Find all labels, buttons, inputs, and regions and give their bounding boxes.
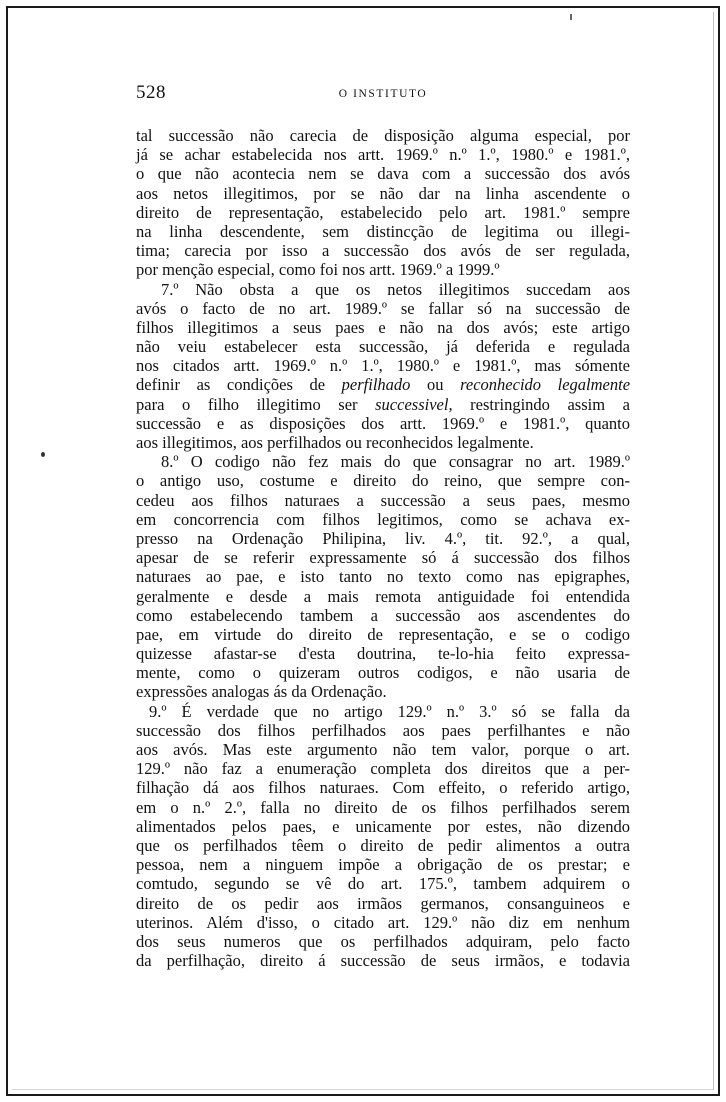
text-line: expressões analogas ás da Ordenação. bbox=[136, 682, 387, 702]
text-line: na linha descendente, sem distincção de legitima ou illegi- bbox=[136, 221, 630, 241]
text-line: não veiu estabelecer esta successão, já deferida e regulada bbox=[136, 337, 630, 357]
text-line: o que não acontecia nem se dava com a successão dos avós bbox=[136, 164, 630, 184]
text-line: 9.º É verdade que no artigo 129.º n.º 3.º só se falla da bbox=[149, 701, 630, 721]
text-line: alimentados pelos paes, e unicamente por estes, não dizendo bbox=[136, 816, 630, 836]
text-line: successão e as disposições dos artt. 1969.º e 1981.º, quanto bbox=[136, 413, 630, 433]
text-line: aos avós. Mas este argumento não tem valor, porque o art. bbox=[136, 740, 630, 759]
text-line: o antigo uso, costume e direito do reino, que sempre con- bbox=[136, 471, 630, 491]
text-line: já se achar estabelecida nos artt. 1969.º n.º 1.º, 1980.º e 1981.º, bbox=[136, 145, 630, 165]
text-line: successão dos filhos perfilhados aos paes perfilhantes e não bbox=[136, 720, 630, 740]
text-line: tima; carecia por isso a successão dos avós de ser regulada, bbox=[136, 241, 630, 261]
text-line: comtudo, segundo se vê do art. 175.º, tambem adquirem o bbox=[136, 874, 630, 894]
paragraph bbox=[136, 702, 630, 971]
text-line: como estabelecendo tambem a successão aos ascendentes do bbox=[136, 605, 630, 625]
text-line: que os perfilhados têem o direito de pedir alimentos a outra bbox=[136, 835, 630, 855]
text-line: mente, como o quizeram outros codigos, e não usaria de bbox=[136, 663, 630, 683]
body-text bbox=[136, 126, 630, 970]
text-line: pae, em virtude do direito de representação, e se o codigo bbox=[136, 624, 630, 644]
text-line: 129.º não faz a enumeração completa dos direitos que a per- bbox=[136, 759, 630, 779]
text-line: geralmente e desde a mais remota antiguidade foi entendida bbox=[136, 586, 630, 606]
text-line: 8.º O codigo não fez mais do que consagrar no art. 1989.º bbox=[161, 452, 630, 472]
paragraph bbox=[136, 280, 630, 453]
text-line: dos seus numeros que os perfilhados adquiram, pelo facto bbox=[136, 931, 630, 951]
text-line: para o filho illegitimo ser successivel, restringindo assim a bbox=[136, 394, 630, 414]
text-line: direito de representação, estabelecido pelo art. 1981.º sempre bbox=[136, 202, 630, 222]
text-line: por menção especial, como foi nos artt. 1969.º a 1999.º bbox=[136, 260, 500, 280]
text-line: aos netos illegitimos, por se não dar na linha ascendente o bbox=[136, 183, 630, 203]
text-line: aos illegitimos, aos perfilhados ou reconhecidos legalmente. bbox=[136, 433, 534, 452]
page-number: 528 bbox=[136, 82, 166, 103]
speck-mark bbox=[570, 14, 572, 20]
text-line: da perfilhação, direito á successão de seus irmãos, e todavia bbox=[136, 951, 630, 971]
text-line: cedeu aos filhos naturaes a successão a seus paes, mesmo bbox=[136, 490, 630, 510]
text-line: apesar de se referir expressamente só á successão dos filhos bbox=[136, 548, 630, 568]
text-line: presso na Ordenação Philipina, liv. 4.º, tit. 92.º, a qual, bbox=[136, 528, 630, 548]
running-title: O INSTITUTO bbox=[338, 88, 428, 100]
text-line: nos citados artt. 1969.º n.º 1.º, 1980.º e 1981.º, mas sómente bbox=[136, 356, 630, 376]
text-line: pessoa, nem a ninguem impõe a obrigação de os prestar; e bbox=[136, 855, 630, 875]
text-line: uterinos. Além d'isso, o citado art. 129.º não diz em nenhum bbox=[136, 912, 630, 932]
text-line: em concorrencia com filhos legitimos, como se achava ex- bbox=[136, 509, 630, 529]
text-line: em o n.º 2.º, falla no direito de os filhos perfilhados serem bbox=[136, 797, 630, 817]
paragraph bbox=[136, 126, 630, 280]
text-line: filhos illegitimos a seus paes e não na dos avós; este artigo bbox=[136, 317, 630, 337]
text-line: 7.º Não obsta a que os netos illegitimos succedam aos bbox=[161, 279, 630, 299]
text-line: filhação dá aos filhos naturaes. Com effeito, o referido artigo, bbox=[136, 778, 630, 798]
text-line: definir as condições de perfilhado ou reconhecido legalmente bbox=[136, 375, 631, 395]
text-line: direito de os pedir aos irmãos germanos, consanguineos e bbox=[136, 893, 630, 913]
paragraph bbox=[136, 452, 630, 701]
text-line: quizesse afastar-se d'esta doutrina, te-lo-hia feito expressa- bbox=[136, 644, 630, 664]
margin-dot bbox=[41, 452, 45, 457]
text-line: naturaes ao pae, e isto tanto no texto como nas epigraphes, bbox=[136, 567, 630, 587]
page-header bbox=[136, 82, 630, 108]
text-line: tal successão não carecia de disposição alguma especial, por bbox=[136, 126, 630, 145]
text-line: avós o facto de no art. 1989.º se fallar só na successão de bbox=[136, 298, 630, 318]
